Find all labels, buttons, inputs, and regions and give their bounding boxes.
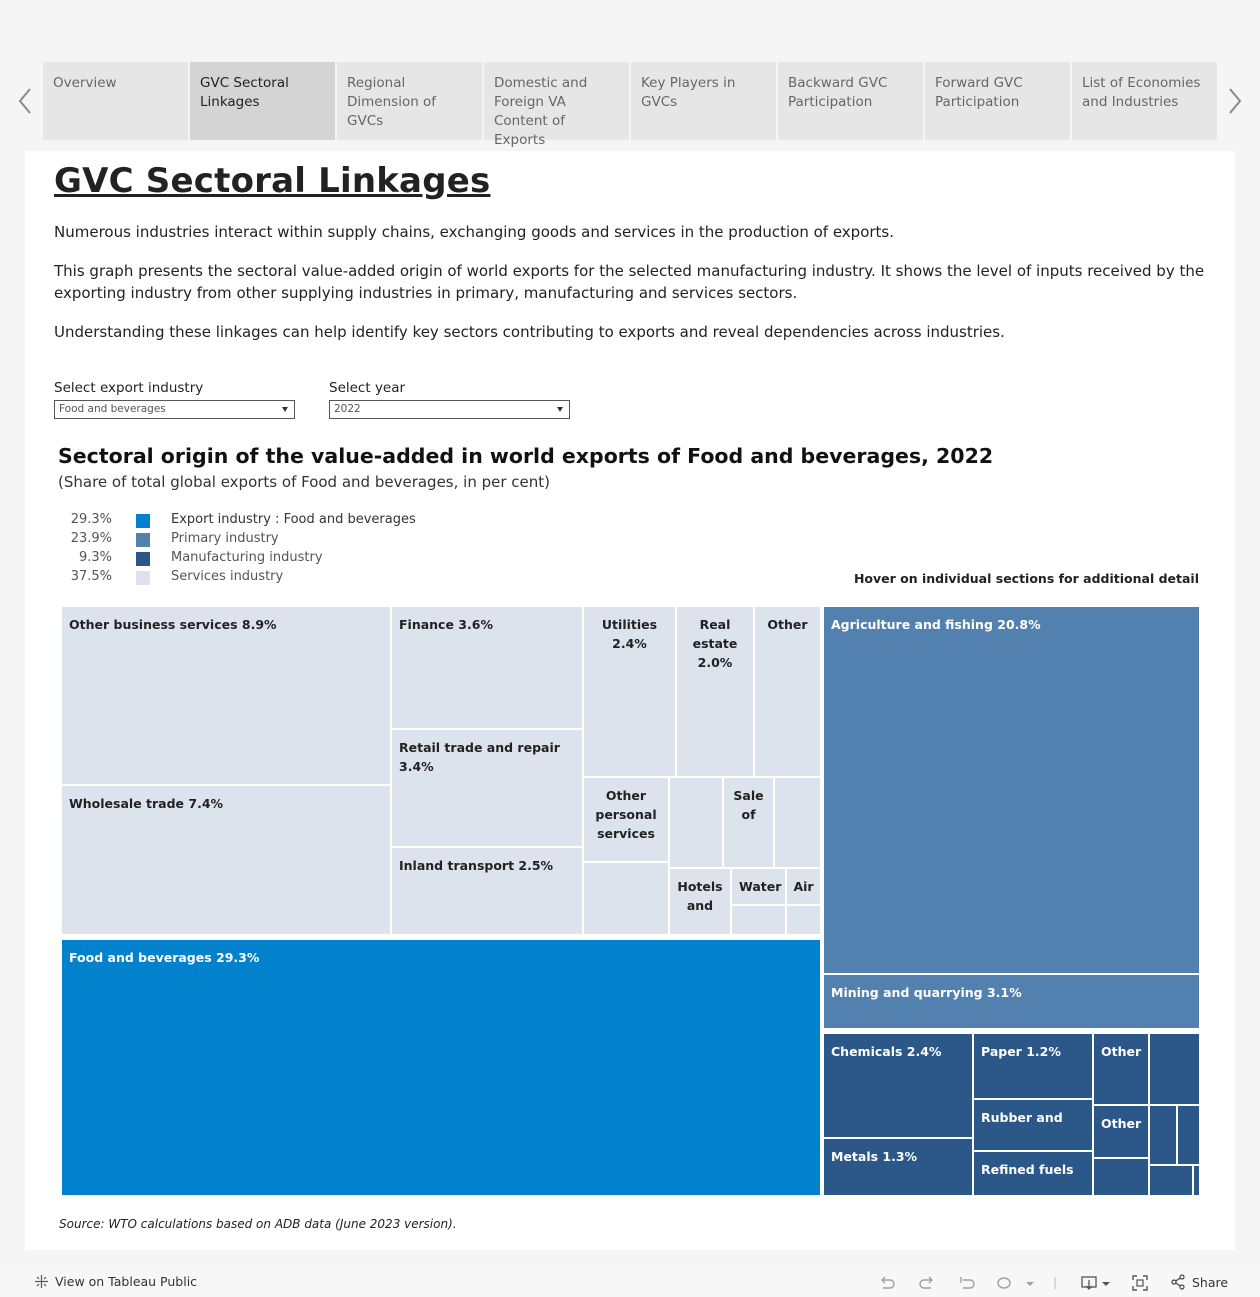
treemap-cell-manufacturing-small[interactable] <box>1150 1034 1199 1104</box>
treemap-cell-manufacturing-small[interactable] <box>1194 1166 1199 1195</box>
treemap-cell-other-services[interactable]: Other <box>755 607 820 776</box>
treemap-cell-manufacturing-small[interactable] <box>1178 1106 1199 1164</box>
treemap-cell-mining-quarrying[interactable]: Mining and quarrying 3.1% <box>824 975 1199 1028</box>
industry-select-value: Food and beverages <box>59 403 166 415</box>
treemap-cell-other-business-services[interactable]: Other business services 8.9% <box>62 607 390 784</box>
page-title: GVC Sectoral Linkages <box>54 161 491 201</box>
tab-domestic-foreign-va[interactable]: Domestic and Foreign VA Content of Exports <box>484 62 629 140</box>
refresh-dropdown-icon[interactable] <box>995 1274 1035 1292</box>
treemap-cell-other-manufacturing[interactable]: Other <box>1094 1034 1148 1104</box>
tab-key-players[interactable]: Key Players in GVCs <box>631 62 776 140</box>
download-icon[interactable] <box>1080 1274 1112 1292</box>
legend-pct: 23.9% <box>70 531 112 546</box>
treemap-cell-inland-transport[interactable]: Inland transport 2.5% <box>392 848 582 934</box>
share-button[interactable] <box>1170 1274 1228 1290</box>
year-select[interactable] <box>329 400 570 419</box>
source-note: Source: WTO calculations based on ADB data (June 2023 version). <box>59 1217 457 1231</box>
tab-backward-participation[interactable]: Backward GVC Participation <box>778 62 923 140</box>
view-on-tableau-public-label: View on Tableau Public <box>55 1274 198 1289</box>
legend-label: Primary industry <box>171 531 279 546</box>
legend-swatch <box>136 533 150 547</box>
treemap-cell-real-estate[interactable]: Real estate 2.0% <box>677 607 753 776</box>
treemap-cell-air[interactable]: Air <box>787 869 820 904</box>
treemap-cell-paper[interactable]: Paper 1.2% <box>974 1034 1092 1098</box>
legend-pct: 29.3% <box>70 512 112 527</box>
tab-list-economies[interactable]: List of Economies and Industries <box>1072 62 1217 140</box>
undo-icon[interactable] <box>878 1274 896 1292</box>
treemap-cell-water[interactable]: Water <box>732 869 785 904</box>
tableau-toolbar <box>0 1268 1260 1297</box>
treemap-cell-finance[interactable]: Finance 3.6% <box>392 607 582 728</box>
chart-title: Sectoral origin of the value-added in world exports of Food and beverages, 2022 <box>58 444 994 468</box>
legend-swatch <box>136 514 150 528</box>
treemap-cell-retail-trade[interactable]: Retail trade and repair 3.4% <box>392 730 582 846</box>
legend-label: Services industry <box>171 569 284 584</box>
year-select-label: Select year <box>329 380 406 396</box>
treemap-cell-services-small[interactable] <box>732 906 785 934</box>
redo-icon[interactable] <box>918 1274 936 1292</box>
view-on-tableau-public-link[interactable] <box>34 1274 197 1289</box>
treemap-cell-services-small[interactable] <box>787 906 820 934</box>
legend-label: Export industry : Food and beverages <box>171 512 416 527</box>
treemap-cell-rubber[interactable]: Rubber and <box>974 1100 1092 1150</box>
intro-paragraph-3: Understanding these linkages can help identify key sectors contributing to exports and reveal dependencies across industries. <box>54 323 1005 341</box>
revert-icon[interactable] <box>958 1274 976 1292</box>
fullscreen-icon[interactable] <box>1131 1274 1149 1292</box>
treemap-cell-agriculture-fishing[interactable]: Agriculture and fishing 20.8% <box>824 607 1199 973</box>
industry-select[interactable] <box>54 400 295 419</box>
chart-subtitle: (Share of total global exports of Food and beverages, in per cent) <box>58 473 550 491</box>
treemap-cell-manufacturing-small[interactable] <box>1150 1166 1192 1195</box>
year-select-value: 2022 <box>334 403 361 415</box>
industry-select-label: Select export industry <box>54 380 204 396</box>
treemap-cell-food-and-beverages[interactable]: Food and beverages 29.3% <box>62 940 820 1195</box>
legend-label: Manufacturing industry <box>171 550 323 565</box>
share-label: Share <box>1192 1274 1229 1290</box>
tableau-logo-icon <box>34 1274 49 1289</box>
tab-gvc-sectoral-linkages[interactable]: GVC Sectoral Linkages <box>190 62 335 140</box>
tab-forward-participation[interactable]: Forward GVC Participation <box>925 62 1070 140</box>
dropdown-caret-icon <box>557 407 563 412</box>
previous-tab-arrow-icon[interactable] <box>10 84 40 118</box>
next-tab-arrow-icon[interactable] <box>1220 84 1250 118</box>
treemap-cell-manufacturing-small[interactable] <box>1150 1106 1176 1164</box>
legend-swatch <box>136 552 150 566</box>
treemap-cell-utilities[interactable]: Utilities 2.4% <box>584 607 675 776</box>
legend-swatch <box>136 571 150 585</box>
story-navigation <box>0 62 1260 148</box>
treemap-cell-manufacturing-small[interactable] <box>1094 1159 1148 1195</box>
treemap-cell-services-small[interactable] <box>775 778 820 867</box>
legend-pct: 37.5% <box>70 569 112 584</box>
treemap-cell-sale-of[interactable]: Sale of <box>724 778 773 867</box>
treemap-cell-other-personal-services[interactable]: Other personal services <box>584 778 668 861</box>
treemap-cell-wholesale-trade[interactable]: Wholesale trade 7.4% <box>62 786 390 934</box>
intro-paragraph-1: Numerous industries interact within supply chains, exchanging goods and services in the production of exports. <box>54 223 895 241</box>
tab-regional-dimension[interactable]: Regional Dimension of GVCs <box>337 62 482 140</box>
treemap-cell-metals[interactable]: Metals 1.3% <box>824 1139 972 1195</box>
legend-pct: 9.3% <box>78 550 112 565</box>
treemap-cell-services-small[interactable] <box>670 778 722 867</box>
hover-hint: Hover on individual sections for additional detail <box>853 571 1199 586</box>
treemap-cell-refined-fuels[interactable]: Refined fuels <box>974 1152 1092 1195</box>
dashboard-card <box>25 151 1235 1250</box>
toolbar-divider <box>1053 1274 1057 1292</box>
treemap-cell-chemicals[interactable]: Chemicals 2.4% <box>824 1034 972 1137</box>
treemap-cell-services-small[interactable] <box>584 863 668 934</box>
treemap-cell-hotels[interactable]: Hotels and <box>670 869 730 934</box>
dropdown-caret-icon <box>282 407 288 412</box>
tab-overview[interactable]: Overview <box>43 62 188 140</box>
treemap-cell-other-manufacturing[interactable]: Other <box>1094 1106 1148 1157</box>
share-icon <box>1170 1274 1186 1290</box>
intro-paragraph-2: This graph presents the sectoral value-added origin of world exports for the selected manufacturing industry. It shows the level of inputs received by the exporting industry from other supplying industries in primary, manufacturing and services sectors. <box>54 262 1205 302</box>
